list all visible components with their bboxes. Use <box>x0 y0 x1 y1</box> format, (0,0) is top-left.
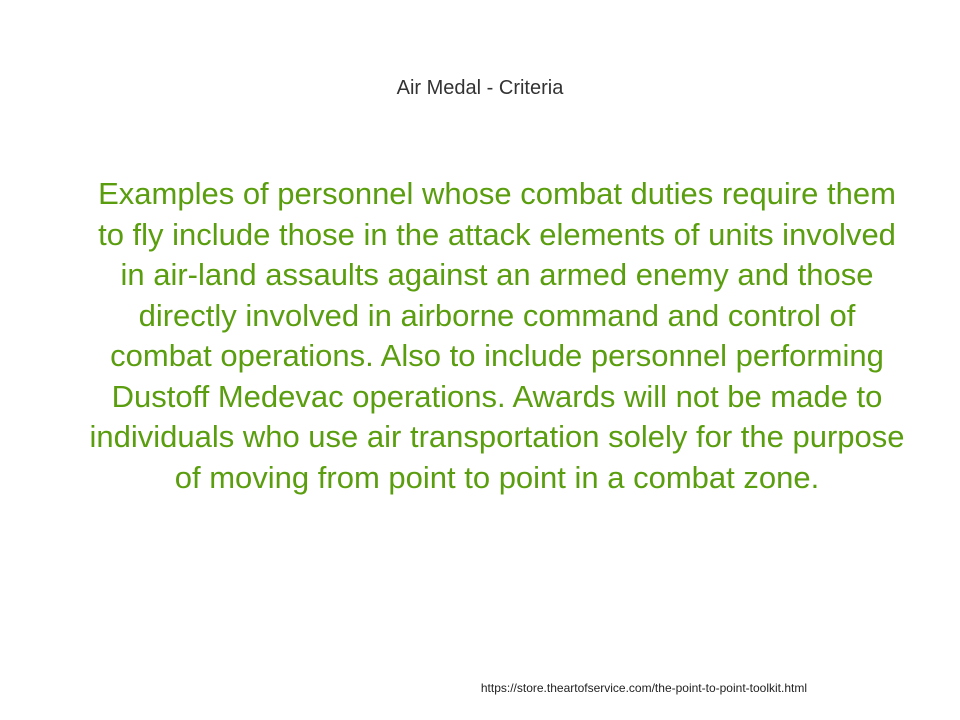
slide-body-text: Examples of personnel whose combat duties require them to fly include those in the attack elements of units involved in air-land assaults against an armed enemy and those directly involved in airborne command and control of combat operations. Also to include personnel performing Dustoff Medevac operations. Awards will not be made to individuals who use air transportation solely for the purpose of moving from point to point in a combat zone. <box>89 176 905 495</box>
slide-title: Air Medal - Criteria <box>396 77 564 99</box>
footer-url: https://store.theartofservice.com/the-point-to-point-toolkit.html <box>480 681 807 695</box>
